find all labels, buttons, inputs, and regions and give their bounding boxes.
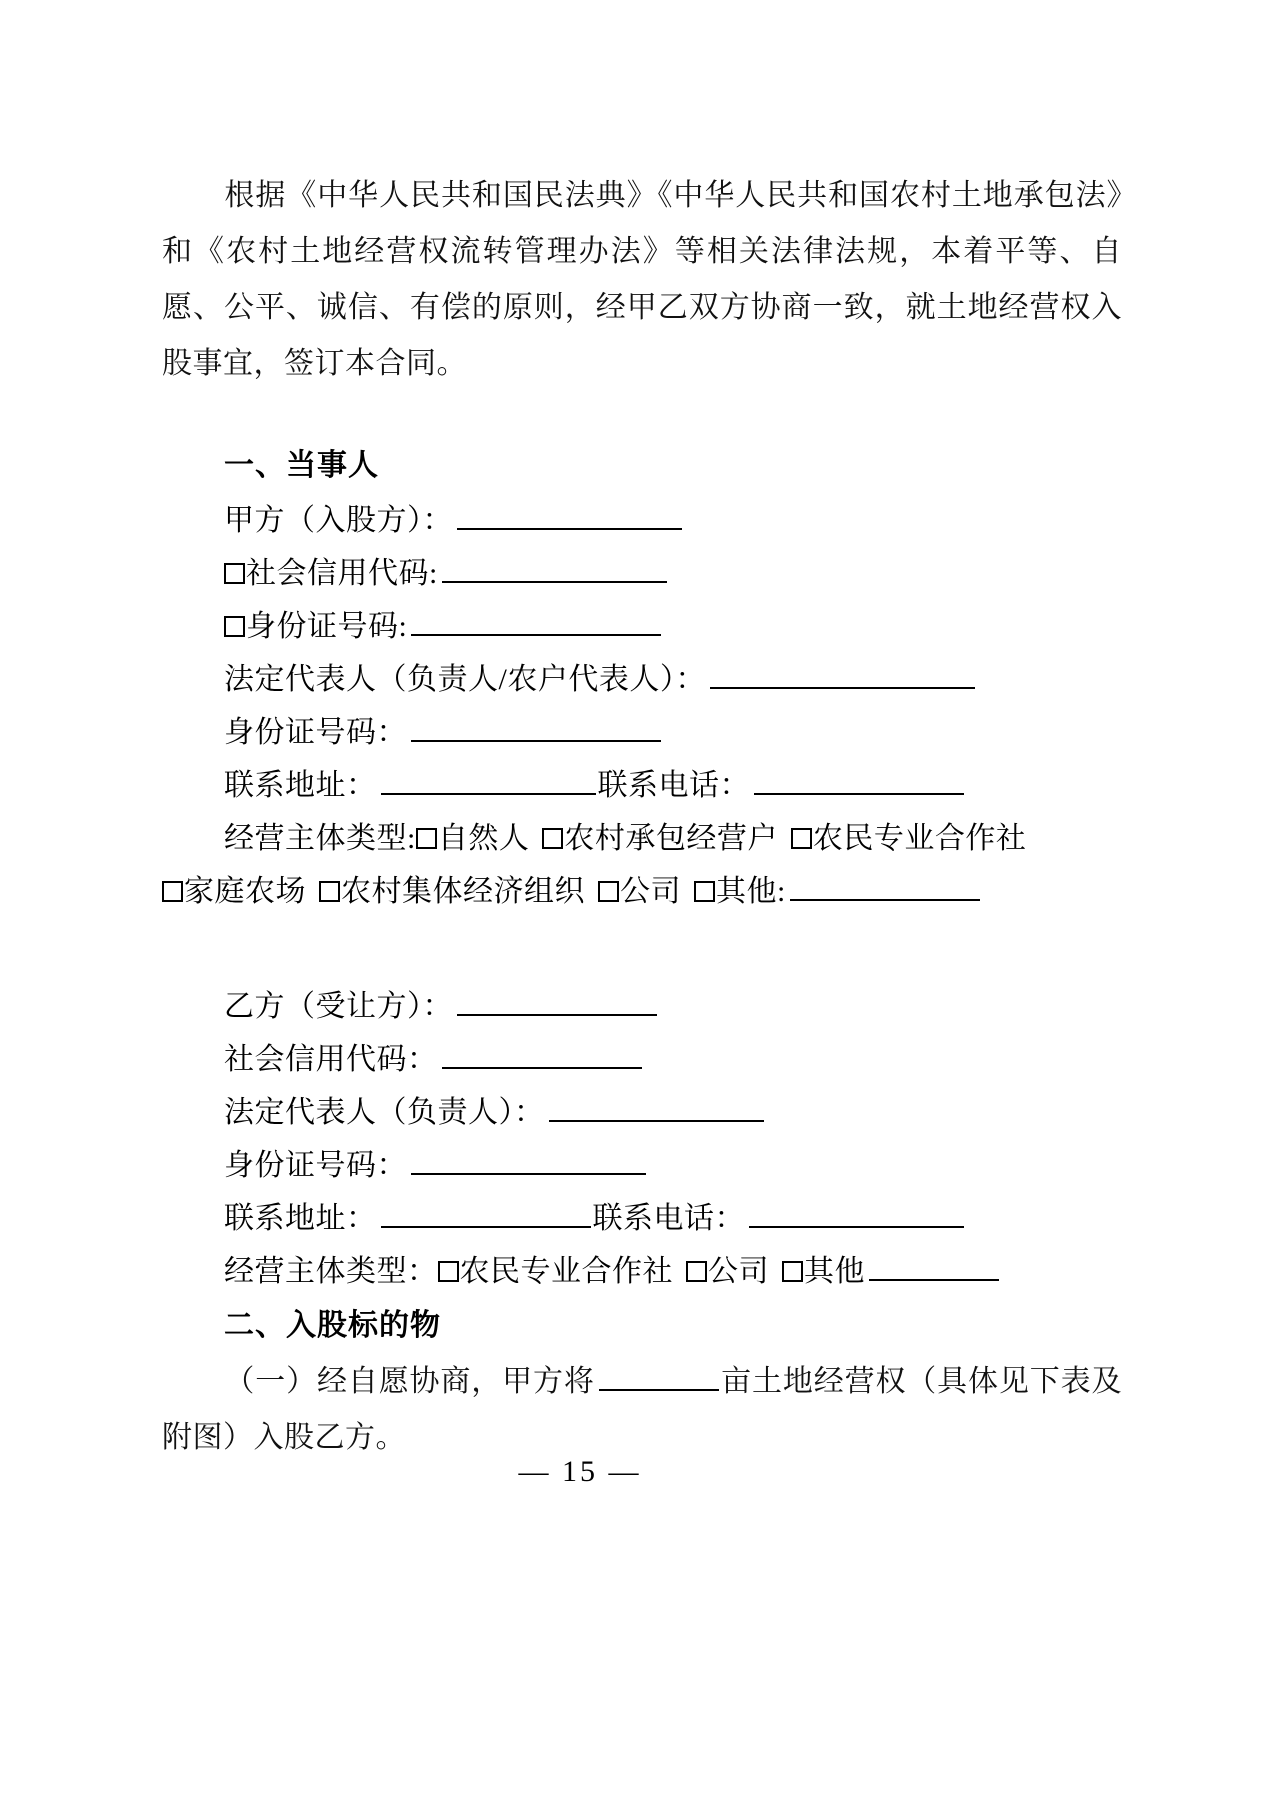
party-a-address-label: 联系地址： — [224, 769, 377, 802]
party-b-phone-label: 联系电话： — [592, 1202, 745, 1235]
party-b-name-blank[interactable] — [457, 988, 657, 1016]
party-a-entity-option-family-farm: 家庭农场 — [184, 875, 306, 908]
party-b-entity-type-field — [162, 1245, 1122, 1298]
subject-clause-1-prefix: （一）经自愿协商，甲方将 — [224, 1365, 595, 1398]
party-a-phone-blank[interactable] — [754, 767, 964, 795]
party-a-legal-rep-field — [162, 653, 1122, 706]
party-b-address-label: 联系地址： — [224, 1202, 377, 1235]
party-a-entity-option-other-label: 其他: — [716, 875, 786, 908]
party-a-entity-option-company: 公司 — [620, 875, 681, 908]
party-a-entity-option-coop: 农民专业合作社 — [812, 822, 1027, 855]
party-a-entity-type-field-line2 — [162, 865, 1122, 918]
party-a-entity-option-natural-person: 自然人 — [437, 822, 530, 855]
party-a-id-number-field — [162, 600, 1122, 653]
party-b-id-number-field — [162, 1139, 1122, 1192]
party-b-entity-option-company: 公司 — [708, 1255, 769, 1288]
party-a-legal-rep-id-blank[interactable] — [411, 714, 661, 742]
checkbox-icon[interactable] — [694, 881, 715, 902]
party-a-name-field — [162, 494, 1122, 547]
checkbox-icon[interactable] — [598, 881, 619, 902]
party-b-phone-blank[interactable] — [749, 1200, 964, 1228]
page-number: — 15 — — [518, 1455, 642, 1488]
party-a-legal-rep-id-field — [162, 706, 1122, 759]
intro-paragraph — [162, 168, 1122, 392]
intro-paragraph-text: 根据《中华人民共和国民法典》《中华人民共和国农村土地承包法》和《农村土地经营权流转管理办法》等相关法律法规，本着平等、自愿、公平、诚信、有偿的原则，经甲乙双方协商一致，就土地经营权入股事宜，签订本合同。 — [162, 179, 1122, 380]
party-a-legal-rep-id-label: 身份证号码： — [224, 716, 407, 749]
party-a-name-label: 甲方（入股方）： — [224, 504, 453, 537]
party-b-credit-code-label: 社会信用代码： — [224, 1043, 438, 1076]
party-b-id-number-label: 身份证号码： — [224, 1149, 407, 1182]
subject-area-blank[interactable] — [599, 1363, 719, 1391]
party-a-legal-rep-label: 法定代表人（负责人/农户代表人）： — [224, 663, 706, 696]
party-b-contact-field — [162, 1192, 1122, 1245]
party-b-id-number-blank[interactable] — [411, 1147, 646, 1175]
checkbox-icon[interactable] — [162, 881, 183, 902]
checkbox-icon[interactable] — [782, 1261, 803, 1282]
checkbox-icon[interactable] — [686, 1261, 707, 1282]
checkbox-icon[interactable] — [791, 828, 812, 849]
party-a-name-blank[interactable] — [457, 502, 682, 530]
party-a-credit-code-label: 社会信用代码: — [246, 557, 438, 590]
party-a-address-blank[interactable] — [381, 767, 596, 795]
party-a-entity-option-collective: 农村集体经济组织 — [341, 875, 585, 908]
checkbox-icon[interactable] — [438, 1261, 459, 1282]
checkbox-icon[interactable] — [224, 616, 245, 637]
party-b-entity-other-blank[interactable] — [869, 1253, 999, 1281]
subject-clause-1 — [162, 1354, 1122, 1466]
party-b-legal-rep-blank[interactable] — [549, 1094, 764, 1122]
party-b-legal-rep-field — [162, 1086, 1122, 1139]
party-b-credit-code-field — [162, 1033, 1122, 1086]
party-a-entity-other-blank[interactable] — [790, 873, 980, 901]
checkbox-icon[interactable] — [542, 828, 563, 849]
party-b-address-blank[interactable] — [381, 1200, 591, 1228]
party-a-legal-rep-blank[interactable] — [710, 661, 975, 689]
party-b-entity-option-coop: 农民专业合作社 — [459, 1255, 673, 1288]
party-a-id-number-blank[interactable] — [411, 608, 661, 636]
subject-clause-1-suffix: 亩土地经营权（具体见下表及附图）入股乙方。 — [162, 1365, 1122, 1454]
party-a-entity-type-field — [162, 812, 1122, 865]
section-heading-subject: 二、入股标的物 — [224, 1308, 441, 1343]
party-a-contact-field — [162, 759, 1122, 812]
party-a-entity-type-label: 经营主体类型: — [224, 822, 416, 855]
party-b-name-field — [162, 980, 1122, 1033]
spacer — [162, 392, 1122, 438]
party-a-credit-code-field — [162, 547, 1122, 600]
party-b-entity-type-label: 经营主体类型： — [224, 1255, 438, 1288]
page-content — [162, 168, 1122, 1466]
section-heading-parties: 一、当事人 — [224, 448, 379, 483]
party-b-name-label: 乙方（受让方）： — [224, 990, 453, 1023]
party-b-credit-code-blank[interactable] — [442, 1041, 642, 1069]
party-a-entity-option-rural-household: 农村承包经营户 — [564, 822, 778, 855]
page-footer — [0, 1455, 1280, 1489]
party-b-legal-rep-label: 法定代表人（负责人）： — [224, 1096, 545, 1129]
spacer — [162, 918, 1122, 980]
party-b-entity-option-other-label: 其他 — [804, 1255, 865, 1288]
party-a-id-number-label: 身份证号码: — [246, 610, 408, 643]
checkbox-icon[interactable] — [416, 828, 437, 849]
party-a-phone-label: 联系电话： — [597, 769, 750, 802]
party-a-credit-code-blank[interactable] — [442, 555, 667, 583]
checkbox-icon[interactable] — [224, 563, 245, 584]
checkbox-icon[interactable] — [319, 881, 340, 902]
